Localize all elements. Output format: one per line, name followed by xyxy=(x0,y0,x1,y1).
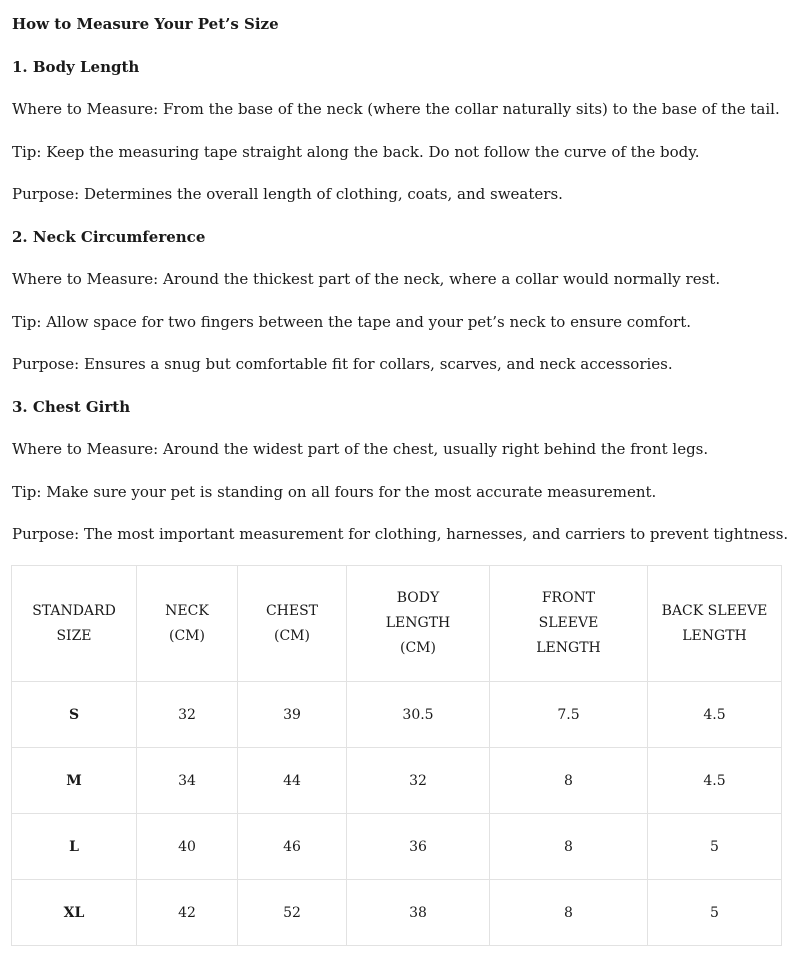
page-title: How to Measure Your Pet’s Size xyxy=(12,15,279,33)
table-row xyxy=(12,880,782,946)
table-header-row xyxy=(12,566,782,682)
back-sleeve-cell: 4.5 xyxy=(648,748,782,814)
table-row xyxy=(12,748,782,814)
body-length-purpose: Purpose: Determines the overall length of clothing, coats, and sweaters. xyxy=(12,185,563,203)
front-sleeve-cell: 8 xyxy=(490,748,648,814)
size-cell: M xyxy=(12,748,137,814)
size-cell: L xyxy=(12,814,137,880)
section-heading-body-length: 1. Body Length xyxy=(12,58,140,76)
body-length-cell: 36 xyxy=(347,814,490,880)
front-sleeve-cell: 8 xyxy=(490,814,648,880)
front-sleeve-cell: 8 xyxy=(490,880,648,946)
chest-cell: 52 xyxy=(238,880,347,946)
header-chest: CHEST (CM) xyxy=(238,566,347,682)
chest-where: Where to Measure: Around the widest part of the chest, usually right behind the front legs. xyxy=(12,440,709,458)
header-standard-size: STANDARD SIZE xyxy=(12,566,137,682)
neck-tip: Tip: Allow space for two fingers between the tape and your pet’s neck to ensure comfort. xyxy=(12,313,691,331)
header-body-length: BODY LENGTH (CM) xyxy=(347,566,490,682)
body-length-tip: Tip: Keep the measuring tape straight along the back. Do not follow the curve of the body. xyxy=(12,143,700,161)
body-length-where: Where to Measure: From the base of the neck (where the collar naturally sits) to the base of the tail. xyxy=(12,100,780,118)
neck-cell: 40 xyxy=(137,814,238,880)
neck-cell: 34 xyxy=(137,748,238,814)
size-cell: S xyxy=(12,682,137,748)
body-length-cell: 32 xyxy=(347,748,490,814)
section-heading-chest: 3. Chest Girth xyxy=(12,398,131,416)
back-sleeve-cell: 5 xyxy=(648,814,782,880)
front-sleeve-cell: 7.5 xyxy=(490,682,648,748)
chest-cell: 39 xyxy=(238,682,347,748)
table-row xyxy=(12,682,782,748)
header-neck: NECK (CM) xyxy=(137,566,238,682)
size-chart-table xyxy=(11,565,782,946)
body-length-cell: 38 xyxy=(347,880,490,946)
neck-purpose: Purpose: Ensures a snug but comfortable fit for collars, scarves, and neck accessories. xyxy=(12,355,673,373)
back-sleeve-cell: 5 xyxy=(648,880,782,946)
neck-where: Where to Measure: Around the thickest part of the neck, where a collar would normally rest. xyxy=(12,270,721,288)
body-length-cell: 30.5 xyxy=(347,682,490,748)
neck-cell: 42 xyxy=(137,880,238,946)
chest-cell: 44 xyxy=(238,748,347,814)
chest-tip: Tip: Make sure your pet is standing on all fours for the most accurate measurement. xyxy=(12,483,657,501)
size-cell: XL xyxy=(12,880,137,946)
neck-cell: 32 xyxy=(137,682,238,748)
chest-cell: 46 xyxy=(238,814,347,880)
back-sleeve-cell: 4.5 xyxy=(648,682,782,748)
header-back-sleeve-length: BACK SLEEVE LENGTH xyxy=(648,566,782,682)
chest-purpose: Purpose: The most important measurement for clothing, harnesses, and carriers to prevent tightness. xyxy=(12,525,789,543)
table-row xyxy=(12,814,782,880)
header-front-sleeve-length: FRONT SLEEVE LENGTH xyxy=(490,566,648,682)
section-heading-neck: 2. Neck Circumference xyxy=(12,228,206,246)
